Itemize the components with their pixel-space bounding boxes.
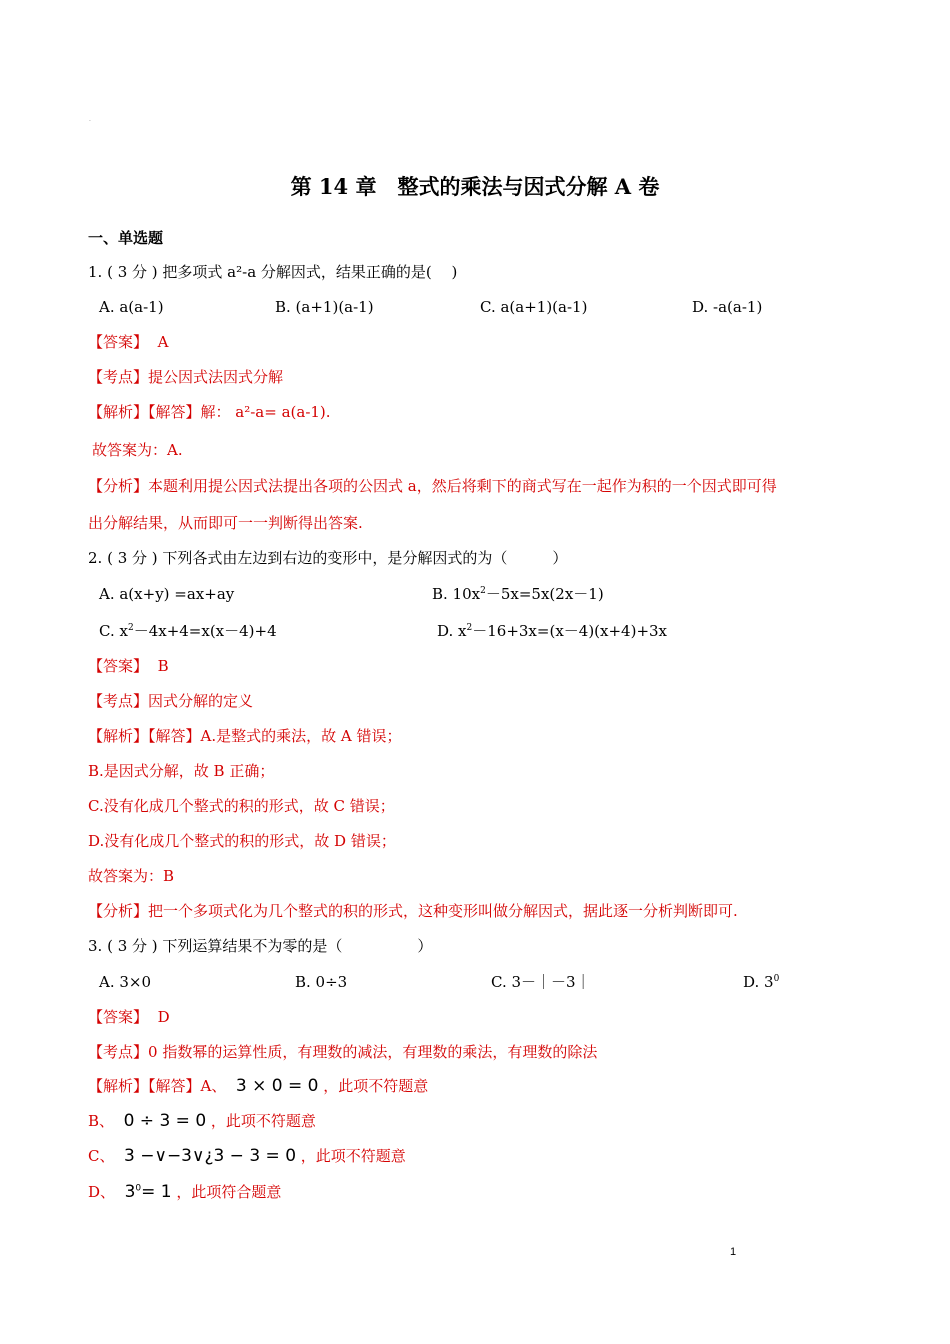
q1-option-a: A. a(a-1)	[99, 298, 164, 316]
answer-value: A	[157, 333, 169, 351]
page-title: 第 14 章 整式的乘法与因式分解 A 卷	[290, 174, 660, 199]
q2-option-d-post: －16+3x=(x－4)(x+4)+3x	[472, 622, 668, 640]
q3-option-d	[743, 973, 779, 991]
q3-answer	[88, 1008, 170, 1026]
q2-option-d-pre: D. x	[437, 622, 467, 640]
jiexi-c-text: ，此项不符题意	[300, 1147, 406, 1165]
answer-tag: 【答案】	[88, 657, 149, 675]
kaodian-tag: 【考点】	[88, 368, 149, 386]
q1-option-b: B. (a+1)(a-1)	[275, 298, 374, 316]
jiexi-d-math	[125, 1182, 172, 1202]
q3-jiexi-c	[88, 1146, 406, 1166]
jiexi-d-math-post: = 1	[141, 1182, 172, 1202]
q1-conclusion: 故答案为：A.	[92, 441, 183, 459]
q1-stem: 1. ( 3 分 ) 把多项式 a²-a 分解因式，结果正确的是( )	[88, 263, 458, 281]
jiexi-b-text: ，此项不符题意	[210, 1112, 316, 1130]
jiexi-d-math-sup: 0	[135, 1183, 142, 1194]
jiexi-b-label: B、	[88, 1112, 115, 1130]
answer-value: D	[157, 1008, 170, 1026]
q2-option-c-sup: 2	[127, 623, 134, 633]
jiexi-text: 解： a²-a= a(a-1).	[200, 403, 331, 421]
q2-kaodian	[88, 692, 253, 710]
fenxi-tag: 【分析】	[88, 902, 149, 920]
jiexi-d-label: D、	[88, 1183, 116, 1201]
kaodian-text: 提公因式法因式分解	[148, 368, 284, 386]
q2-option-b-sup: 2	[480, 586, 486, 596]
jiexi-a-math: 3 × 0 = 0	[235, 1076, 319, 1096]
answer-tag: 【答案】	[88, 333, 149, 351]
jiexi-c-math: 3 −∨−3∨¿3 − 3 = 0	[124, 1146, 297, 1166]
q2-option-d	[437, 622, 667, 640]
jiexi-b-math: 0 ÷ 3 = 0	[123, 1111, 207, 1131]
q3-stem: 3. ( 3 分 ) 下列运算结果不为零的是（ ）	[88, 937, 433, 955]
jiexi-a-text: ，此项不符题意	[323, 1077, 429, 1095]
jiexi-d-text: ，此项符合题意	[176, 1183, 282, 1201]
q2-line-b: B.是因式分解，故 B 正确；	[88, 762, 275, 780]
q1-kaodian	[88, 368, 283, 386]
header-dot: .	[89, 116, 91, 123]
jiexi-text: A.是整式的乘法，故 A 错误；	[200, 727, 402, 745]
q1-option-d: D. -a(a-1)	[692, 298, 763, 316]
q1-fenxi	[88, 477, 777, 495]
q3-option-c: C. 3－｜－3｜	[491, 973, 591, 991]
q3-jiexi-d	[88, 1182, 281, 1202]
fenxi-text: 把一个多项式化为几个整式的积的形式，这种变形叫做分解因式，据此逐一分析判断即可.	[148, 902, 738, 920]
q3-option-a: A. 3×0	[99, 973, 152, 991]
section-title: 一、单选题	[88, 229, 164, 247]
answer-value: B	[157, 657, 169, 675]
q1-jiexi	[88, 403, 331, 421]
fenxi-tag: 【分析】	[88, 477, 149, 495]
q1-fenxi-line2: 出分解结果，从而即可一一判断得出答案.	[88, 514, 363, 532]
q2-fenxi	[88, 902, 738, 920]
q2-option-d-sup: 2	[466, 623, 473, 633]
jiexi-d-math-pre: 3	[124, 1182, 136, 1202]
kaodian-tag: 【考点】	[88, 692, 149, 710]
q1-option-c: C. a(a+1)(a-1)	[480, 298, 588, 316]
q2-conclusion: 故答案为：B	[88, 867, 175, 885]
q2-option-c-post: －4x+4=x(x－4)+4	[133, 622, 277, 640]
jiexi-c-label: C、	[88, 1147, 115, 1165]
jiexi-tag: 【解析】【解答】	[88, 727, 201, 745]
q3-option-d-pre: D. 3	[743, 973, 774, 991]
q2-line-d: D.没有化成几个整式的积的形式，故 D 错误；	[88, 832, 396, 850]
q2-stem: 2. ( 3 分 ) 下列各式由左边到右边的变形中，是分解因式的为（ ）	[88, 549, 568, 567]
q1-answer	[88, 333, 168, 351]
q2-jiexi	[88, 727, 402, 745]
kaodian-text: 0 指数幂的运算性质，有理数的减法，有理数的乘法，有理数的除法	[148, 1043, 598, 1061]
jiexi-a-label: A、	[200, 1077, 227, 1095]
fenxi-text: 本题利用提公因式法提出各项的公因式 a，然后将剩下的商式写在一起作为积的一个因式即可得	[148, 477, 777, 495]
jiexi-tag: 【解析】【解答】	[88, 403, 201, 421]
q3-option-d-sup: 0	[773, 974, 780, 984]
kaodian-text: 因式分解的定义	[148, 692, 254, 710]
page-number: 1	[730, 1246, 737, 1258]
q2-option-b-pre: B. 10x	[432, 585, 481, 603]
answer-tag: 【答案】	[88, 1008, 149, 1026]
q3-option-b: B. 0÷3	[295, 973, 348, 991]
q2-option-c-pre: C. x	[99, 622, 128, 640]
q3-kaodian	[88, 1043, 597, 1061]
q2-option-b	[432, 585, 604, 603]
q3-jiexi-b	[88, 1111, 316, 1131]
q3-jiexi-a	[88, 1076, 428, 1096]
q2-answer	[88, 657, 169, 675]
q2-option-b-post: －5x=5x(2x－1)	[485, 585, 604, 603]
kaodian-tag: 【考点】	[88, 1043, 149, 1061]
q2-option-c	[99, 622, 277, 640]
jiexi-tag: 【解析】【解答】	[88, 1077, 201, 1095]
q2-option-a: A. a(x+y) =ax+ay	[99, 585, 235, 603]
q2-line-c: C.没有化成几个整式的积的形式，故 C 错误；	[88, 797, 395, 815]
